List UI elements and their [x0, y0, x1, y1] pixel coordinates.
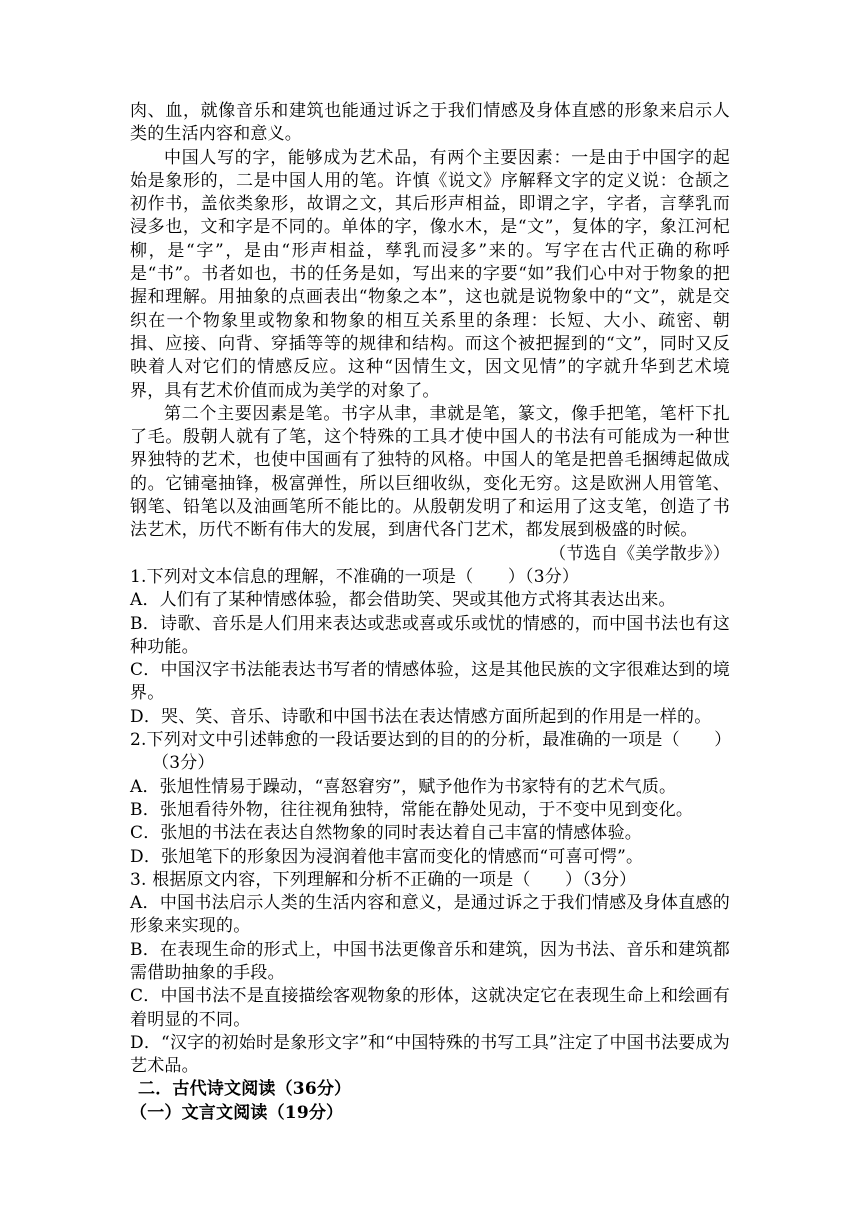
question-3-option-a: A．中国书法启示人类的生活内容和意义，是通过诉之于我们情感及身体直感的形象来实现的。	[130, 893, 730, 937]
passage-paragraph-2: 第二个主要因素是笔。书字从聿，聿就是笔，篆文，像手把笔，笔杆下扎了毛。殷朝人就有了笔，这个特殊的工具才使中国人的书法有可能成为一种世界独特的艺术，也使中国画有了独特的风格。中国人的笔是把兽毛捆缚起做成的。它铺毫抽锋，极富弹性，所以巨细收纵，变化无穷。这是欧洲人用管笔、钢笔、铅笔以及油画笔所不能比的。从殷朝发明了和运用了这支笔，创造了书法艺术，历代不断有伟大的发展，到唐代各门艺术，都发展到极盛的时候。	[130, 403, 730, 541]
question-1-stem: 1.下列对文本信息的理解，不准确的一项是（ ）（3分）	[130, 566, 580, 587]
question-1-option-c: C．中国汉字书法能表达书写者的情感体验，这是其他民族的文字很难达到的境界。	[130, 660, 730, 704]
question-3-option-c: C．中国书法不是直接描绘客观物象的形体，这就决定它在表现生命上和绘画有着明显的不同。	[130, 986, 730, 1030]
section-heading: 二．古代诗文阅读（36分）	[138, 1079, 352, 1100]
question-3	[130, 869, 730, 1079]
question-1-option-d: D．哭、笑、音乐、诗歌和中国书法在表达情感方面所起到的作用是一样的。	[130, 706, 712, 727]
question-1	[130, 566, 730, 729]
question-1-option-a: A．人们有了某种情感体验，都会借助笑、哭或其他方式将其表达出来。	[130, 590, 676, 611]
question-2-option-b: B．张旭看待外物，往往视角独特，常能在静处见动，于不变中见到变化。	[130, 799, 694, 820]
question-2-option-c: C．张旭的书法在表达自然物象的同时表达着自己丰富的情感体验。	[130, 823, 643, 844]
passage-paragraph-0: 肉、血，就像音乐和建筑也能通过诉之于我们情感及身体直感的形象来启示人类的生活内容和意义。	[130, 101, 730, 145]
document-content	[130, 100, 730, 1125]
question-2	[130, 729, 730, 869]
question-2-option-a: A．张旭性情易于躁动，“喜怒窘穷”，赋予他作为书家特有的艺术气质。	[130, 776, 677, 797]
subsection-heading: （一）文言文阅读（19分）	[130, 1102, 344, 1123]
question-1-option-b: B．诗歌、音乐是人们用来表达或悲或喜或乐或忧的情感的，而中国书法也有这种功能。	[130, 613, 730, 657]
question-2-score: （3分）	[152, 753, 215, 774]
passage-source: （节选自《美学散步》）	[549, 543, 730, 564]
question-3-option-b: B．在表现生命的形式上，中国书法更像音乐和建筑，因为书法、音乐和建筑都需借助抽象的手段。	[130, 939, 730, 983]
question-2-stem: 2.下列对文中引述韩愈的一段话要达到的目的的分析，最准确的一项是（ ）	[130, 730, 732, 751]
question-3-option-d: D．“汉字的初始时是象形文字”和“中国特殊的书写工具”注定了中国书法要成为艺术品。	[130, 1032, 730, 1077]
question-3-stem: 3. 根据原文内容，下列理解和分析不正确的一项是（ ）（3分）	[130, 869, 637, 890]
passage-paragraph-1: 中国人写的字，能够成为艺术品，有两个主要因素：一是由于中国字的起始是象形的，二是中国人用的笔。许慎《说文》序解释文字的定义说：仓颉之初作书，盖依类象形，故谓之文，其后形声相益，即谓之字，字者，言孳乳而浸多也，文和字是不同的。单体的字，像水木，是“文”，复体的字，象江河杞柳，是“字”，是由“形声相益，孳乳而浸多”来的。写字在古代正确的称呼是“书”。书者如也，书的任务是如，写出来的字要“如”我们心中对于物象的把握和理解。用抽象的点画表出“物象之本”，这也就是说物象中的“文”，就是交织在一个物象里或物象和物象的相互关系里的条理：长短、大小、疏密、朝揖、应接、向背、穿插等等的规律和结构。而这个被把握到的“文”，同时又反映着人对它们的情感反应。这种“因情生文，因文见情”的字就升华到艺术境界，具有艺术价值而成为美学的对象了。	[130, 147, 730, 401]
question-2-option-d: D．张旭笔下的形象因为浸润着他丰富而变化的情感而“可喜可愕”。	[130, 846, 644, 867]
